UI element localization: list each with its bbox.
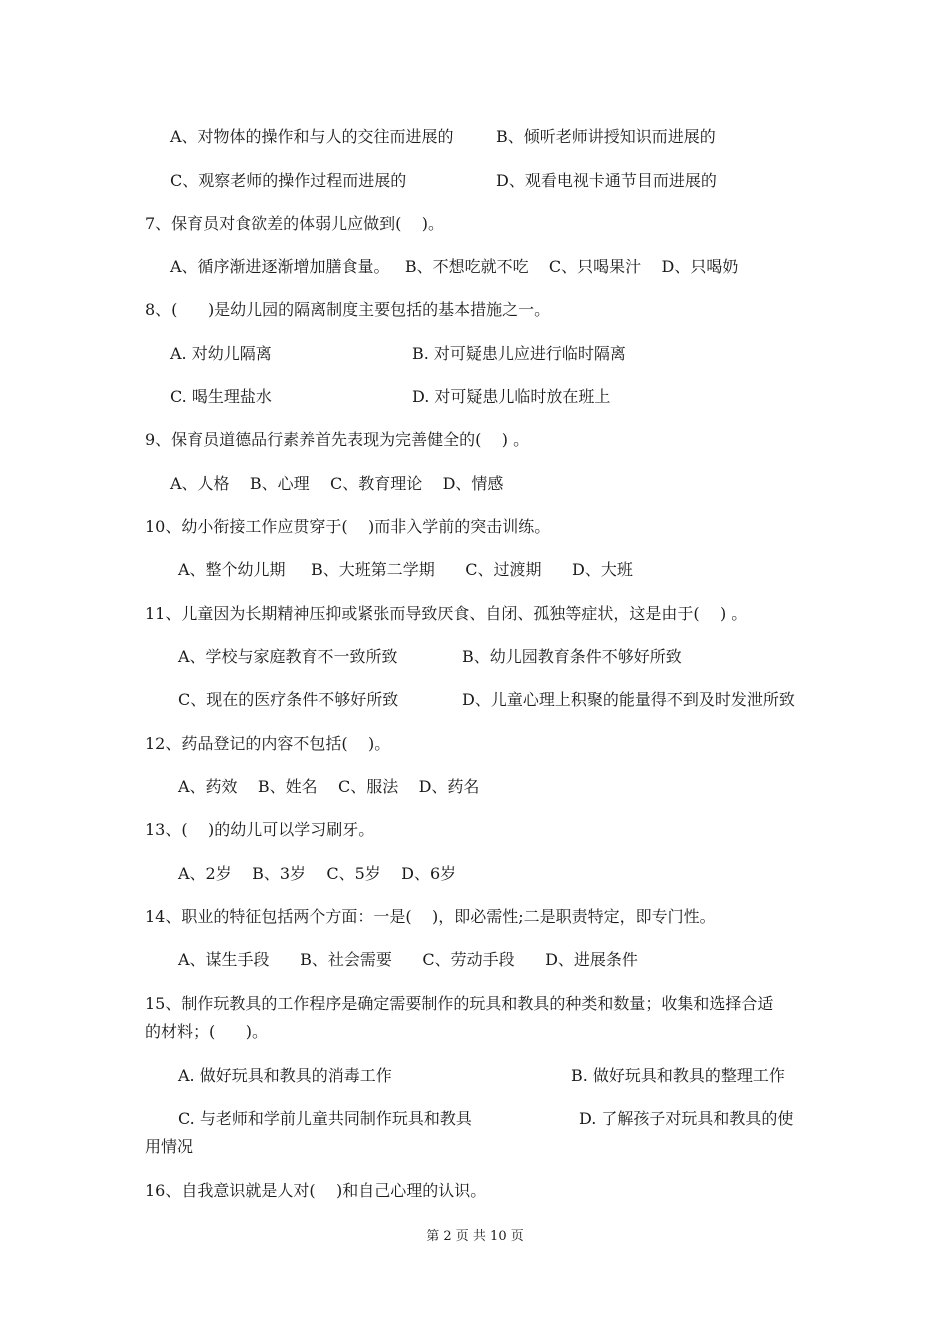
q13-stem: 13、( )的幼儿可以学习刷牙。 [145, 820, 375, 839]
q12-options: A、药效 B、姓名 C、服法 D、药名 [178, 777, 480, 796]
q15-option-a: A. 做好玩具和教具的消毒工作 [178, 1066, 392, 1085]
q11-option-c: C、现在的医疗条件不够好所致 [178, 690, 399, 709]
q9-options: A、人格 B、心理 C、教育理论 D、情感 [170, 474, 504, 493]
q13-options: A、2岁 B、3岁 C、5岁 D、6岁 [178, 864, 457, 883]
q15-option-d-continued: 用情况 [145, 1137, 194, 1156]
q12-stem: 12、药品登记的内容不包括( )。 [145, 734, 391, 753]
q10-options: A、整个幼儿期 B、大班第二学期 C、过渡期 D、大班 [178, 560, 633, 579]
q7-options: A、循序渐进逐渐增加膳食量。 B、不想吃就不吃 C、只喝果汁 D、只喝奶 [170, 257, 739, 276]
q16-stem: 16、自我意识就是人对( )和自己心理的认识。 [145, 1181, 487, 1200]
q7-stem: 7、保育员对食欲差的体弱儿应做到( )。 [145, 214, 445, 233]
q8-option-a: A. 对幼儿隔离 [170, 344, 272, 363]
page-footer: 第 2 页 共 10 页 [426, 1229, 524, 1244]
q6-option-a: A、对物体的操作和与人的交往而进展的 [170, 127, 454, 146]
q14-stem: 14、职业的特征包括两个方面：一是( )，即必需性;二是职责特定，即专门性。 [145, 907, 716, 926]
q11-option-a: A、学校与家庭教育不一致所致 [178, 647, 398, 666]
q8-option-c: C. 喝生理盐水 [170, 387, 272, 406]
q15-stem-line1: 15、制作玩教具的工作程序是确定需要制作的玩具和教具的种类和数量；收集和选择合适 [145, 994, 774, 1013]
q11-stem: 11、儿童因为长期精神压抑或紧张而导致厌食、自闭、孤独等症状，这是由于( ) 。 [145, 604, 748, 623]
q15-stem-line2: 的材料；( )。 [145, 1022, 269, 1041]
q15-option-b: B. 做好玩具和教具的整理工作 [571, 1066, 785, 1085]
q6-option-c: C、观察老师的操作过程而进展的 [170, 171, 407, 190]
q15-option-c: C. 与老师和学前儿童共同制作玩具和教具 [178, 1109, 472, 1128]
q10-stem: 10、幼小衔接工作应贯穿于( )而非入学前的突击训练。 [145, 517, 551, 536]
q8-option-b: B. 对可疑患儿应进行临时隔离 [412, 344, 626, 363]
q8-stem: 8、( )是幼儿园的隔离制度主要包括的基本措施之一。 [145, 300, 551, 319]
q6-option-b: B、倾听老师讲授知识而进展的 [496, 127, 716, 146]
q9-stem: 9、保育员道德品行素养首先表现为完善健全的( ) 。 [145, 430, 530, 449]
q6-option-d: D、观看电视卡通节目而进展的 [496, 171, 717, 190]
q15-option-d: D. 了解孩子对玩具和教具的使 [579, 1109, 794, 1128]
q11-option-b: B、幼儿园教育条件不够好所致 [462, 647, 682, 666]
q8-option-d: D. 对可疑患儿临时放在班上 [412, 387, 611, 406]
q14-options: A、谋生手段 B、社会需要 C、劳动手段 D、进展条件 [178, 950, 638, 969]
q11-option-d: D、儿童心理上积聚的能量得不到及时发泄所致 [462, 690, 795, 709]
